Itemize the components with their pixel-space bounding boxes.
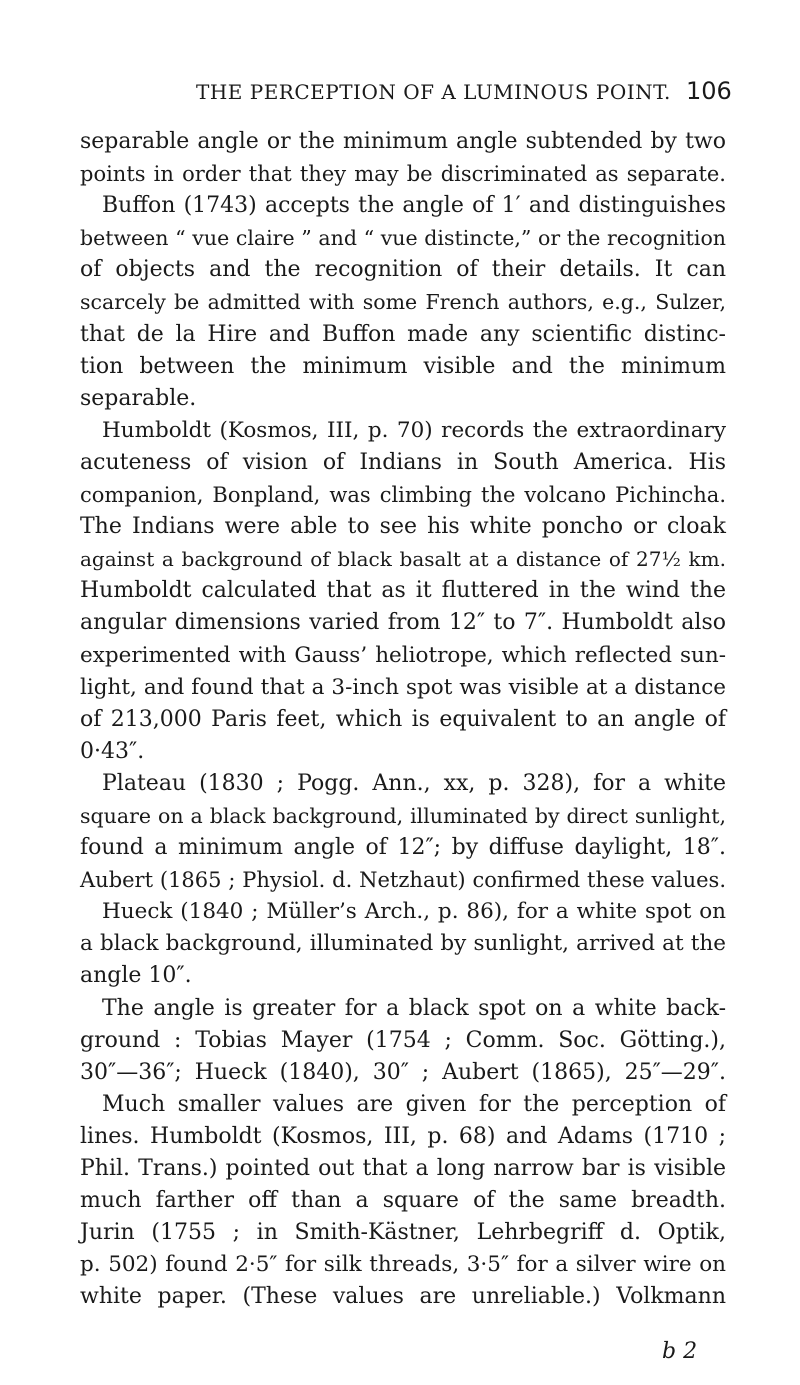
signature-mark: b 2 [662, 1339, 698, 1364]
text-line: much farther off than a square of the same breadth. [80, 1188, 726, 1214]
body-text [80, 126, 726, 1313]
text-line: tion between the minimum visible and the minimum [80, 353, 726, 379]
text-line: angle 10″. [80, 963, 192, 989]
text-line: Plateau (1830 ; Pogg. Ann., xx, p. 328), for a white [102, 770, 726, 796]
text-line: lines. Humboldt (Kosmos, III, p. 68) and Adams (1710 ; [80, 1123, 726, 1149]
text-line: found a minimum angle of 12″; by diffuse daylight, 18″. [80, 835, 726, 861]
text-line: a black background, illuminated by sunlight, arrived at the [80, 931, 726, 957]
text-line: The Indians were able to see his white poncho or cloak [80, 514, 726, 540]
text-line: Hueck (1840 ; Müller’s Arch., p. 86), for a white spot on [102, 899, 726, 925]
text-line: acuteness of vision of Indians in South America. His [80, 449, 726, 475]
running-title: THE PERCEPTION OF A LUMINOUS POINT. [196, 80, 671, 104]
text-line: 0·43″. [80, 738, 145, 764]
text-line: separable angle or the minimum angle subtended by two [80, 129, 726, 154]
text-line: square on a black background, illuminated by direct sunlight, [80, 803, 726, 828]
text-line: between “ vue claire ” and “ vue distincte,” or the recognition [80, 226, 726, 251]
text-line: white paper. (These values are unreliable.) Volkmann [80, 1284, 726, 1310]
text-line: angular dimensions varied from 12″ to 7″. Humboldt also [80, 610, 726, 636]
text-line: Much smaller values are given for the perception of [102, 1091, 726, 1117]
text-line: points in order that they may be discriminated as separate. [80, 162, 726, 187]
text-line: experimented with Gauss’ heliotrope, which reflected sun- [80, 642, 726, 668]
text-line: of objects and the recognition of their details. It can [80, 257, 726, 283]
text-line: of 213,000 Paris feet, which is equivalent to an angle of [80, 706, 726, 732]
text-line: scarcely be admitted with some French authors, e.g., Sulzer, [80, 290, 726, 315]
text-line: Humboldt (Kosmos, III, p. 70) records the extraordinary [102, 417, 726, 443]
text-line: against a background of black basalt at a distance of 27½ km. [80, 547, 726, 572]
text-line: Aubert (1865 ; Physiol. d. Netzhaut) confirmed these values. [80, 868, 726, 893]
text-line: p. 502) found 2·5″ for silk threads, 3·5″ for a silver wire on [80, 1252, 726, 1278]
text-line: separable. [80, 385, 197, 411]
text-line: ground : Tobias Mayer (1754 ; Comm. Soc. Götting.), [80, 1027, 726, 1053]
text-line: Phil. Trans.) pointed out that a long narrow bar is visible [80, 1156, 726, 1181]
text-line: companion, Bonpland, was climbing the volcano Pichincha. [80, 483, 726, 508]
text-line: Humboldt calculated that as it fluttered in the wind the [80, 578, 726, 604]
text-line: that de la Hire and Buffon made any scientific distinc- [80, 321, 726, 347]
text-line: light, and found that a 3-inch spot was visible at a distance [80, 674, 726, 700]
text-line: Buffon (1743) accepts the angle of 1′ and distinguishes [102, 193, 726, 219]
page-number: 106 [686, 77, 732, 105]
text-line: 30″—36″; Hueck (1840), 30″ ; Aubert (1865), 25″—29″. [80, 1059, 726, 1085]
text-line: Jurin (1755 ; in Smith-Kästner, Lehrbegriff d. Optik, [80, 1220, 726, 1246]
text-line: The angle is greater for a black spot on a white back- [102, 995, 726, 1021]
